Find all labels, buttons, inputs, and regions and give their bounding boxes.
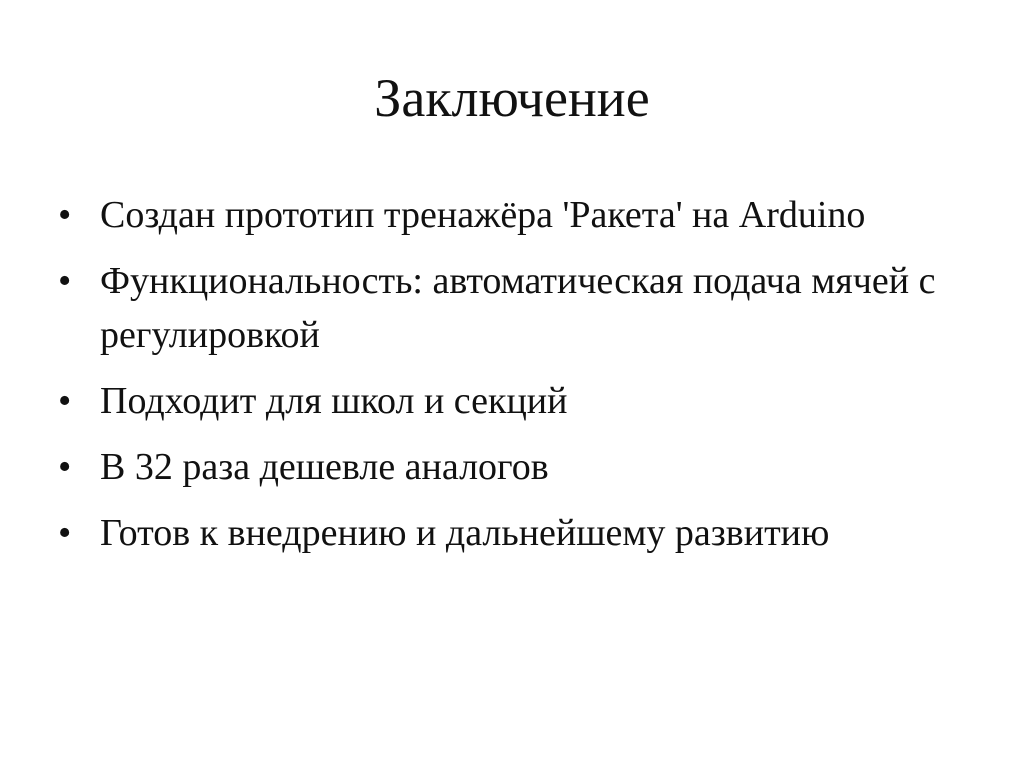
list-item bbox=[58, 440, 958, 494]
list-item bbox=[58, 506, 958, 560]
list-item bbox=[58, 374, 958, 428]
bullet-icon: • bbox=[58, 194, 72, 236]
bullet-text: Подходит для школ и секций bbox=[100, 380, 568, 422]
bullet-list bbox=[58, 188, 958, 572]
bullet-text: Функциональность: автоматическая подача мячей с регулировкой bbox=[100, 260, 936, 356]
bullet-icon: • bbox=[58, 260, 72, 302]
bullet-icon: • bbox=[58, 512, 72, 554]
bullet-text: Создан прототип тренажёра 'Ракета' на Arduino bbox=[100, 194, 866, 236]
bullet-icon: • bbox=[58, 446, 72, 488]
bullet-text: В 32 раза дешевле аналогов bbox=[100, 446, 549, 488]
list-item bbox=[58, 188, 958, 242]
slide-title: Заключение bbox=[374, 68, 650, 128]
bullet-icon: • bbox=[58, 380, 72, 422]
list-item bbox=[58, 254, 958, 362]
bullet-text: Готов к внедрению и дальнейшему развитию bbox=[100, 512, 830, 554]
